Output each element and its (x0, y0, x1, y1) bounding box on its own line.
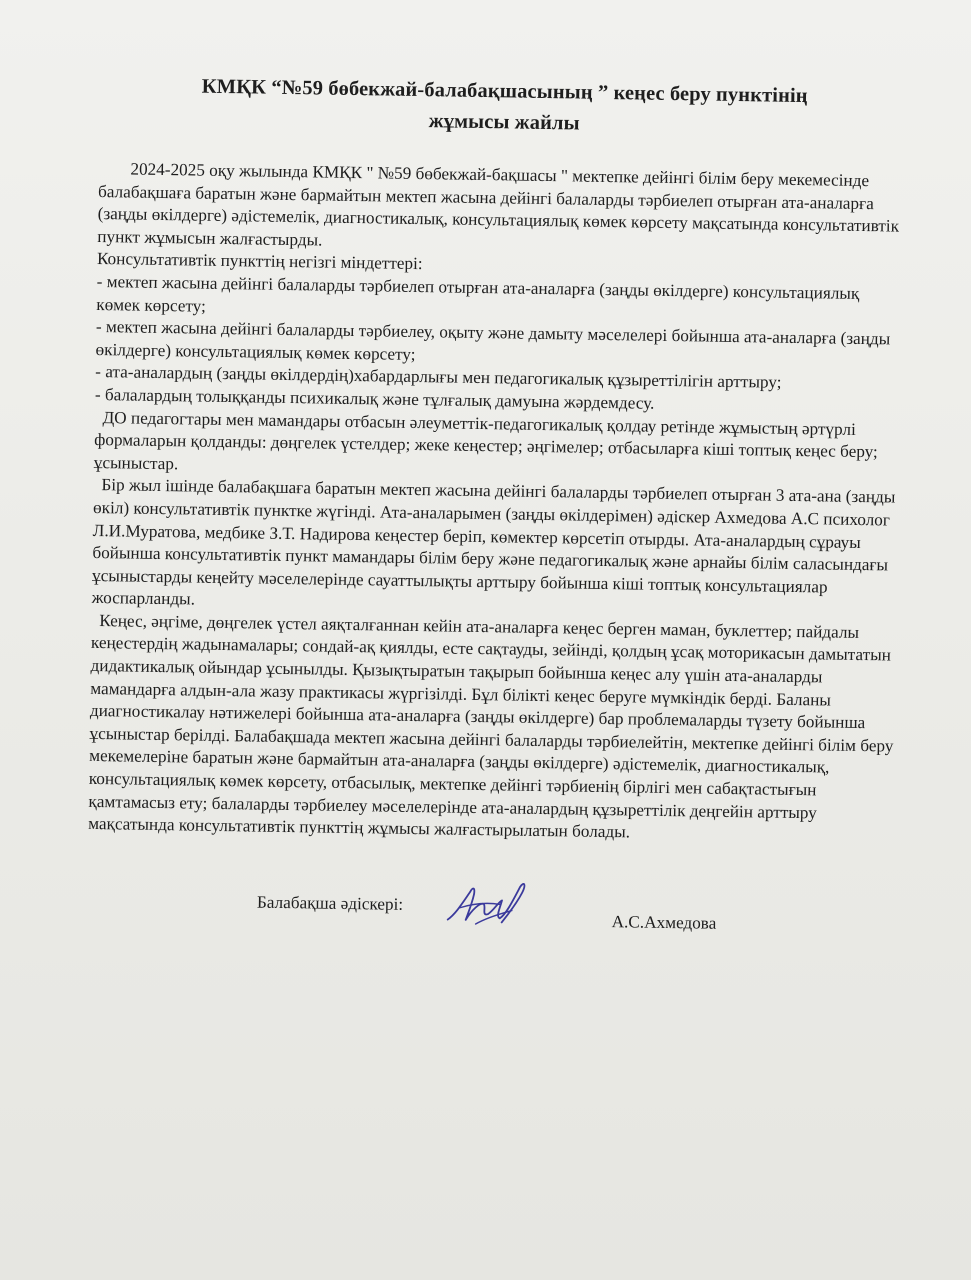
document-page (86, 70, 910, 952)
signatory-position: Балабақша әдіскері: (256, 892, 404, 914)
paragraph-year-summary: Бір жыл ішінде балабақшаға баратын мектеп жасына дейінгі балаларды тәрбиелеп отырған 3 ата-ана (заңды өкіл) консультативтік пунктке жүгінді. Ата-аналарымен (заңды өкілдерімен) әдіскер Ахмедова А.С психолог Л.И.Муратова, медбике З.Т. Надирова кеңестер беріп, көмектер көрсетіп отырды. Ата-аналардың сұрауы бойынша консультативтік пункт мамандары білім беру және педагогикалық және арнайы білім саласындағы ұсыныстарды кеңейту мәселелерінде сауаттылықты арттыру бойынша кіші топтық консультациялар жоспарланды. (91, 475, 896, 609)
title-line-2: жұмысы жайлы (428, 110, 580, 135)
paragraph-conclusion: Кеңес, әңгіме, дөңгелек үстел аяқталғаннан кейін ата-аналарға кеңес берген маман, буклеттер; пайдалы кеңестердің жадынамалары; сондай-ақ қиялды, есте сақтауды, зейінді, қолдың ұсақ моторикасын дамытатын дидактикалық ойындар ұсынылды. Қызықтыратын тақырып бойынша кеңес алу үшін ата-аналарды мамандарға алдын-ала жазу практикасы жүргізілді. Бұл білікті кеңес беруге мүмкіндік берді. Баланы диагностикалау нәтижелері бойынша ата-аналарға (заңды өкілдерге) бар проблемаларды түзету бойынша ұсыныстар берілді. Балабақшада мектеп жасына дейінгі балаларды тәрбиелейтін, мектепке дейінгі білім беру мекемелеріне баратын және бармайтын ата-аналарға (заңды өкілдерге) әдістемелік, диагностикалық, консультациялық көмек көрсету, отбасылық, мектепке дейінгі тәрбиенің бірлігі мен сабақтастығын қамтамасыз ету; балаларды тәрбиелеу мәселелерінде ата-аналардың құзыреттілік деңгейін арттыру мақсатында консультативтік пункттің жұмысы жалғастырылатын болады. (88, 610, 894, 842)
document-title (99, 70, 910, 145)
paragraph-forms: ДО педагогтары мен мамандары отбасын әлеуметтік-педагогикалық қолдау ретінде жұмыстың әртүрлі формаларын қолданды: дөңгелек үстелдер; жеке кеңестер; әңгімелер; отбасыларға кіші топтық кеңес беру; ұсыныстар. (93, 407, 878, 473)
paragraph-tasks-heading: Консультативтік пункттің негізгі міндеттері: (96, 249, 423, 274)
handwritten-signature-icon (442, 873, 533, 932)
list-item-task-3: - ата-аналардың (заңды өкілдердің)хабардарлығы мен педагогикалық құзыреттілігін арттыру; (95, 362, 782, 393)
signatory-name: А.С.Ахмедова (611, 911, 717, 933)
list-item-task-1: - мектеп жасына дейінгі балаларды тәрбиелеп отырған ата-аналарға (заңды өкілдерге) консультациялық көмек көрсету; (96, 271, 860, 316)
list-item-task-4: - балалардың толыққанды психикалық және тұлғалық дамуына жәрдемдесу. (94, 384, 655, 413)
signature-block (86, 870, 897, 953)
document-body (88, 158, 909, 848)
list-item-task-2: - мектеп жасына дейінгі балаларды тәрбиелеу, оқыту және дамыту мәселелері бойынша ата-аналарға (заңды өкілдерге) консультациялық көмек көрсету; (95, 317, 891, 364)
title-line-1: КМҚК “№59 бөбекжай-балабақшасының ” кеңес беру пунктінің (201, 75, 808, 108)
paragraph-intro: 2024-2025 оқу жылында КМҚК " №59 бөбекжай-бақшасы " мектепке дейінгі білім беру мекемесінде балабақшаға баратын және бармайтын мектеп жасына дейінгі балаларды тәрбиелеп отырған ата-аналарға (заңды өкілдерге) әдістемелік, диагностикалық, консультациялық көмек көрсету мақсатында консультативтік пункт жұмысын жалғастырды. (97, 159, 900, 250)
